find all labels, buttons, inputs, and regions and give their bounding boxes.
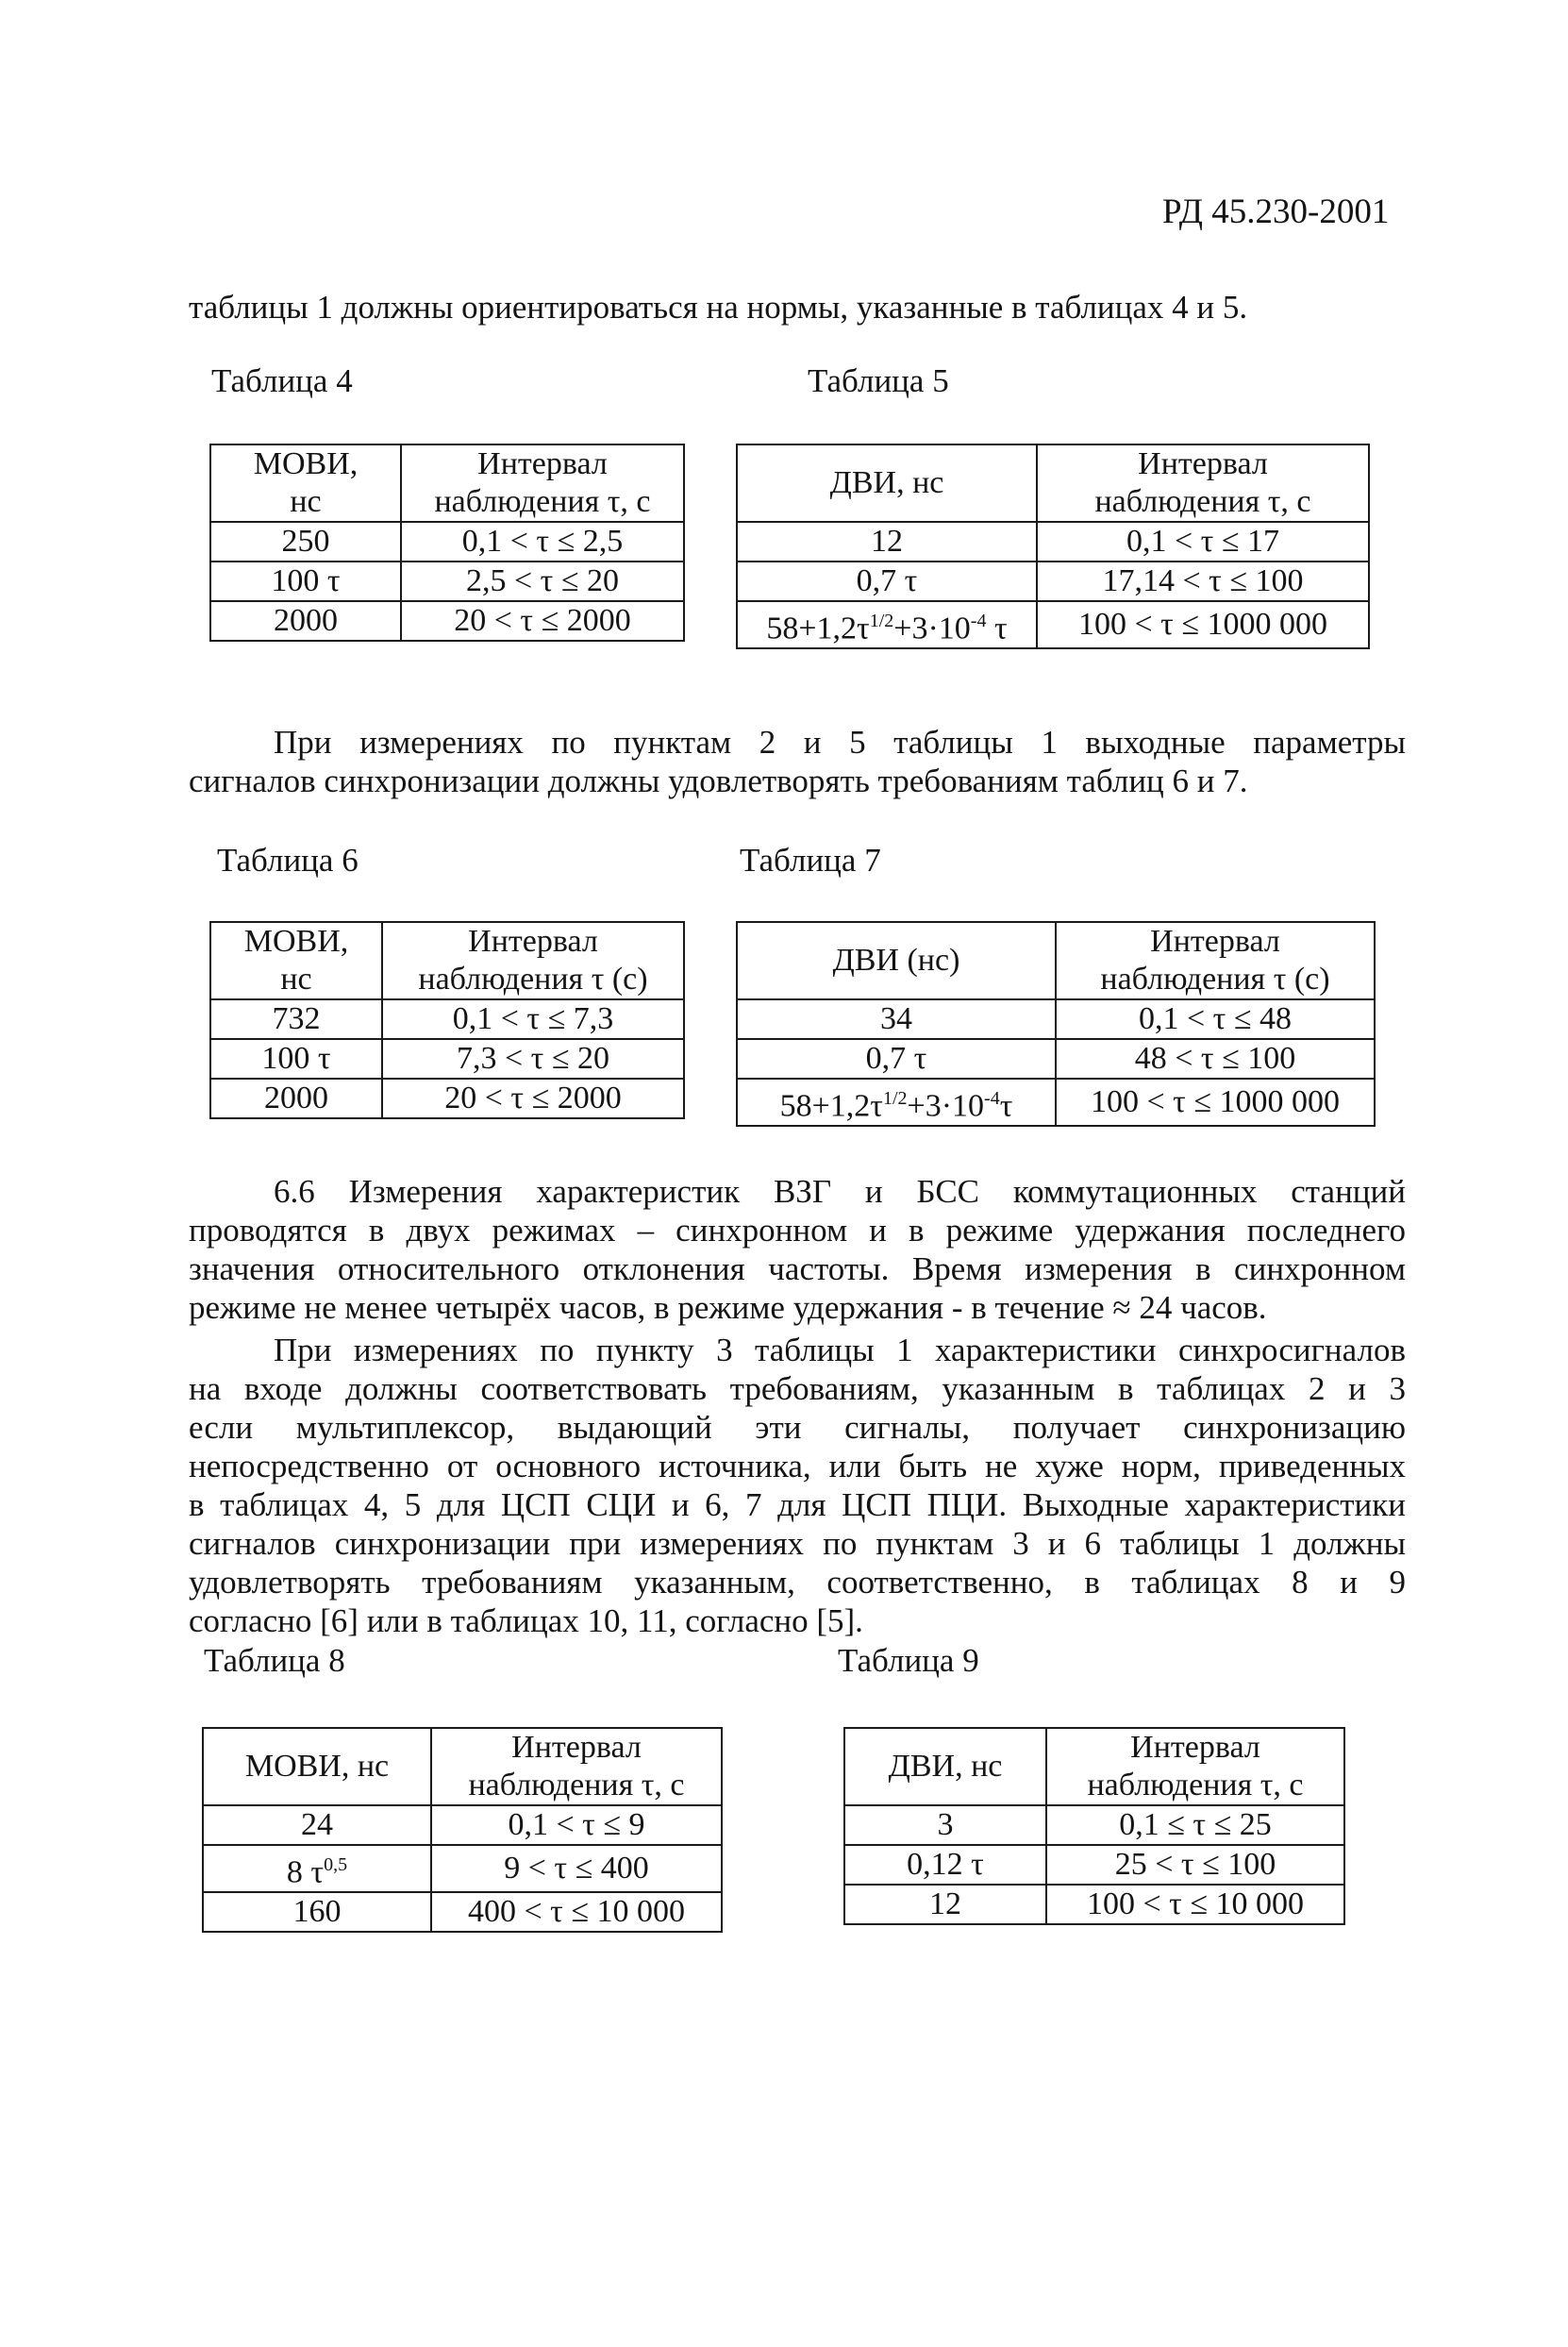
table-row: 250 0,1 < τ ≤ 2,5 bbox=[210, 522, 684, 562]
table-7 bbox=[736, 921, 1376, 1127]
table-row: 100 τ 2,5 < τ ≤ 20 bbox=[210, 562, 684, 601]
table-8 bbox=[202, 1727, 723, 1933]
table-header-cell: Интервал наблюдения τ, с bbox=[1046, 1728, 1344, 1805]
table-row: 12 100 < τ ≤ 10 000 bbox=[844, 1885, 1344, 1924]
table-header-cell: Интервал наблюдения τ (с) bbox=[1056, 922, 1375, 999]
table6-caption: Таблица 6 bbox=[217, 842, 359, 879]
table-row: 2000 20 < τ ≤ 2000 bbox=[210, 601, 684, 641]
table-header-cell: МОВИ, нс bbox=[210, 922, 382, 999]
table-row: 24 0,1 < τ ≤ 9 bbox=[203, 1805, 722, 1845]
table-header-cell: ДВИ, нс bbox=[737, 444, 1037, 522]
table-row: 0,7 τ 48 < τ ≤ 100 bbox=[737, 1039, 1375, 1079]
table-row: $58+1,2\tau^{1/2}+3\cdot 10^{-4}\tau$ 100 < τ ≤ 1000 000 bbox=[737, 1079, 1375, 1126]
table-row: 8 $\tau^{0,5}$ 9 < τ ≤ 400 bbox=[203, 1845, 722, 1892]
table-row: 12 0,1 < τ ≤ 17 bbox=[737, 522, 1369, 562]
table-row: 100 τ 7,3 < τ ≤ 20 bbox=[210, 1039, 684, 1079]
table-header-row bbox=[844, 1728, 1344, 1805]
table5-caption: Таблица 5 bbox=[808, 362, 949, 399]
table-row: 160 400 < τ ≤ 10 000 bbox=[203, 1892, 722, 1932]
table-header-cell: ДВИ, нс bbox=[844, 1728, 1046, 1805]
table-9 bbox=[843, 1727, 1345, 1925]
table-header-row bbox=[203, 1728, 722, 1805]
paragraph-6-6: 6.6 Измерения характеристик ВЗГ и БСС коммутационных станций проводятся в двух режимах – синхронном и в режиме удержания последнего значения относительного отклонения частоты. Время измерения в синхронном режиме не менее четырёх часов, в режиме удержания - в течение ≈ 24 часов. bbox=[189, 1173, 1406, 1326]
table-header-cell: Интервал наблюдения τ (с) bbox=[382, 922, 684, 999]
table-header-cell: МОВИ, нс bbox=[203, 1728, 431, 1805]
table-header-cell: Интервал наблюдения τ, с bbox=[1037, 444, 1369, 522]
table-header-row bbox=[737, 444, 1369, 522]
table-5 bbox=[736, 444, 1370, 649]
paragraph-3: При измерениях по пункту 3 таблицы 1 характеристики синхросигналов на входе должны соответствовать требованиям, указанным в таблицах 2 и 3 если мультиплексор, выдающий эти сигналы, получает синхронизацию непосредственно от основного источника, или быть не хуже норм, приведенных в таблицах 4, 5 для ЦСП СЦИ и 6, 7 для ЦСП ПЦИ. Выходные характеристики сигналов синхронизации при измерениях по пунктам 3 и 6 таблицы 1 должны удовлетворять требованиям указанным, соответственно, в таблицах 8 и 9 согласно [6] или в таблицах 10, 11, согласно [5]. bbox=[189, 1332, 1406, 1639]
table-header-cell: МОВИ, нс bbox=[210, 444, 401, 522]
formula-cell: $58+1,2\tau^{1/2}+3\cdot 10^{-4}$ τ bbox=[737, 601, 1037, 648]
paragraph-1: При измерениях по пунктам 2 и 5 таблицы 1 выходные параметры сигналов синхронизации должны удовлетворять требованиям таблиц 6 и 7. bbox=[189, 724, 1406, 799]
table-6 bbox=[209, 921, 685, 1119]
intro-line: таблицы 1 должны ориентироваться на нормы, указанные в таблицах 4 и 5. bbox=[189, 289, 1248, 326]
table-4 bbox=[209, 444, 685, 642]
table-header-cell: ДВИ (нс) bbox=[737, 922, 1056, 999]
table8-caption: Таблица 8 bbox=[204, 1642, 345, 1679]
table-row: 732 0,1 < τ ≤ 7,3 bbox=[210, 999, 684, 1039]
table-row: 3 0,1 ≤ τ ≤ 25 bbox=[844, 1805, 1344, 1845]
table7-caption: Таблица 7 bbox=[740, 842, 881, 879]
table-row: 2000 20 < τ ≤ 2000 bbox=[210, 1079, 684, 1118]
formula-cell: $58+1,2\tau^{1/2}+3\cdot 10^{-4}\tau$ bbox=[737, 1079, 1056, 1126]
formula-cell: 8 $\tau^{0,5}$ bbox=[203, 1845, 431, 1892]
table-header-row bbox=[210, 922, 684, 999]
table-row: $58+1,2\tau^{1/2}+3\cdot 10^{-4}$ τ 100 < τ ≤ 1000 000 bbox=[737, 601, 1369, 648]
table9-caption: Таблица 9 bbox=[838, 1642, 979, 1679]
table-header-row bbox=[737, 922, 1375, 999]
table-row: 34 0,1 < τ ≤ 48 bbox=[737, 999, 1375, 1039]
table4-caption: Таблица 4 bbox=[211, 362, 353, 399]
table-header-cell: Интервал наблюдения τ, с bbox=[401, 444, 684, 522]
table-header-cell: Интервал наблюдения τ, с bbox=[431, 1728, 722, 1805]
document-code: РД 45.230-2001 bbox=[1162, 193, 1390, 231]
table-row: 0,7 τ 17,14 < τ ≤ 100 bbox=[737, 562, 1369, 601]
table-header-row bbox=[210, 444, 684, 522]
table-row: 0,12 τ 25 < τ ≤ 100 bbox=[844, 1845, 1344, 1885]
